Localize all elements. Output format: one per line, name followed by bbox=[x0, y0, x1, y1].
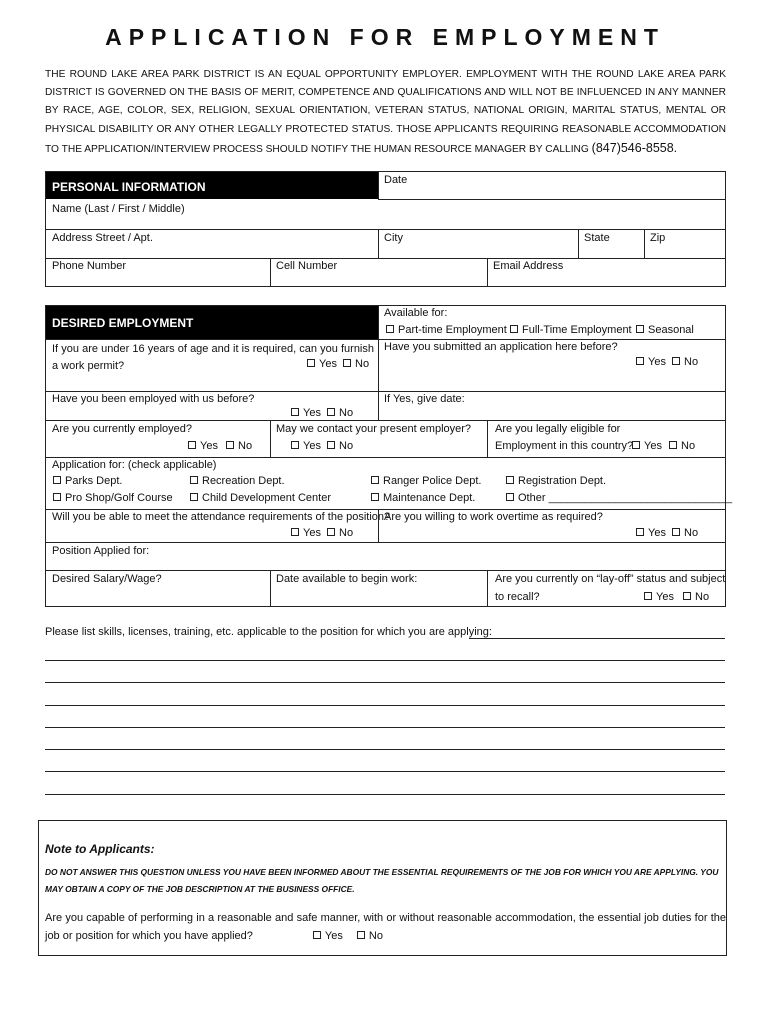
capability-yes[interactable]: Yes bbox=[313, 930, 343, 942]
overtime-question: Are you willing to work overtime as required? bbox=[384, 511, 603, 523]
legally-eligible-yes-checkbox[interactable] bbox=[632, 441, 640, 449]
contact-employer-yes-checkbox[interactable] bbox=[291, 441, 299, 449]
employed-before-yes-checkbox[interactable] bbox=[291, 408, 299, 416]
hr-phone-number: (847)546-8558. bbox=[591, 140, 678, 155]
work-permit-no-checkbox[interactable] bbox=[343, 359, 351, 367]
layoff-no-checkbox[interactable] bbox=[683, 592, 691, 600]
ranger-police-option[interactable]: Ranger Police Dept. bbox=[371, 475, 481, 487]
child-development-checkbox[interactable] bbox=[190, 493, 198, 501]
skills-line[interactable] bbox=[469, 638, 725, 639]
parks-dept-checkbox[interactable] bbox=[53, 476, 61, 484]
contact-employer-no-checkbox[interactable] bbox=[327, 441, 335, 449]
contact-employer-question: May we contact your present employer? bbox=[276, 423, 472, 435]
skills-line[interactable] bbox=[45, 749, 725, 750]
attendance-no-checkbox[interactable] bbox=[327, 528, 335, 536]
layoff-question-line1: Are you currently on “lay-off” status and subject bbox=[495, 573, 726, 585]
ranger-police-checkbox[interactable] bbox=[371, 476, 379, 484]
maintenance-dept-option[interactable]: Maintenance Dept. bbox=[371, 492, 475, 504]
currently-employed-no-checkbox[interactable] bbox=[226, 441, 234, 449]
attendance-no[interactable]: No bbox=[327, 527, 353, 539]
skills-line[interactable] bbox=[45, 794, 725, 795]
note-warning: DO NOT ANSWER THIS QUESTION UNLESS YOU HAVE BEEN INFORMED ABOUT THE ESSENTIAL REQUIREMENTS OF THE JOB FOR WHICH YOU ARE APPLYING. YOU MAY OBTAIN A COPY OF THE JOB DESCRIPTION AT THE BUSINESS OFFICE. bbox=[45, 867, 719, 894]
page-title: APPLICATION FOR EMPLOYMENT bbox=[105, 24, 665, 50]
seasonal-checkbox[interactable] bbox=[636, 325, 644, 333]
personal-information-header: PERSONAL INFORMATION bbox=[46, 172, 378, 199]
position-applied-field[interactable]: Position Applied for: bbox=[52, 545, 150, 557]
zip-field[interactable]: Zip bbox=[650, 232, 666, 244]
skills-line[interactable] bbox=[45, 771, 725, 772]
capability-no-checkbox[interactable] bbox=[357, 931, 365, 939]
available-for-label: Available for: bbox=[384, 307, 448, 319]
child-development-option[interactable]: Child Development Center bbox=[190, 492, 331, 504]
registration-dept-checkbox[interactable] bbox=[506, 476, 514, 484]
layoff-question-line2: to recall? bbox=[495, 591, 540, 603]
date-field[interactable]: Date bbox=[384, 174, 408, 186]
part-time-checkbox[interactable] bbox=[386, 325, 394, 333]
skills-line[interactable] bbox=[45, 682, 725, 683]
pro-shop-option[interactable]: Pro Shop/Golf Course bbox=[53, 492, 173, 504]
phone-number-field[interactable]: Phone Number bbox=[52, 260, 126, 272]
recreation-dept-checkbox[interactable] bbox=[190, 476, 198, 484]
attendance-question: Will you be able to meet the attendance requirements of the position? bbox=[52, 511, 391, 523]
desired-salary-field[interactable]: Desired Salary/Wage? bbox=[52, 573, 162, 585]
application-for-label: Application for: (check applicable) bbox=[52, 459, 217, 471]
contact-employer-no[interactable]: No bbox=[327, 440, 353, 452]
submitted-before-question: Have you submitted an application here before? bbox=[384, 341, 618, 353]
skills-line[interactable] bbox=[45, 705, 725, 706]
attendance-yes[interactable]: Yes bbox=[291, 527, 321, 539]
capability-no[interactable]: No bbox=[357, 930, 383, 942]
other-dept-option[interactable]: Other ______________________________ bbox=[506, 492, 732, 504]
part-time-option[interactable]: Part-time Employment bbox=[386, 324, 507, 336]
capability-question-text: Are you capable of performing in a reasonable and safe manner, with or without reasonable accommodation, the essential job duties for the job or position for which you have applied? bbox=[45, 912, 726, 942]
legally-eligible-no[interactable]: No bbox=[669, 440, 695, 452]
work-permit-yes[interactable]: Yes bbox=[307, 358, 337, 370]
overtime-yes[interactable]: Yes bbox=[636, 527, 666, 539]
city-field[interactable]: City bbox=[384, 232, 403, 244]
note-title: Note to Applicants: bbox=[45, 842, 155, 856]
submitted-before-yes-checkbox[interactable] bbox=[636, 357, 644, 365]
eeo-statement-text: THE ROUND LAKE AREA PARK DISTRICT IS AN EQUAL OPPORTUNITY EMPLOYER. EMPLOYMENT WITH THE ROUND LAKE AREA PARK DISTRICT IS GOVERNED ON THE BASIS OF MERIT, COMPETENCE AND QUALIFICATIONS AND WILL NOT BE INFLUENCED IN ANY MANNER BY RACE, AGE, COLOR, SEX, RELIGION, SEXUAL ORIENTATION, VETERAN STATUS, NATIONAL ORIGIN, MARITAL STATUS, MENTAL OR PHYSICAL DISABILITY OR ANY OTHER LEGALLY PROTECTED STATUS. THOSE APPLICANTS REQUIRING REASONABLE ACCOMMODATION TO THE APPLICATION/INTERVIEW PROCESS SHOULD NOTIFY THE HUMAN RESOURCE MANAGER BY CALLING bbox=[45, 69, 726, 155]
submitted-before-no[interactable]: No bbox=[672, 356, 698, 368]
legally-eligible-question-line2: Employment in this country? bbox=[495, 440, 634, 452]
layoff-yes-checkbox[interactable] bbox=[644, 592, 652, 600]
recreation-dept-option[interactable]: Recreation Dept. bbox=[190, 475, 285, 487]
employed-before-yes[interactable]: Yes bbox=[291, 407, 321, 419]
employed-before-no-checkbox[interactable] bbox=[327, 408, 335, 416]
attendance-yes-checkbox[interactable] bbox=[291, 528, 299, 536]
layoff-yes[interactable]: Yes bbox=[644, 591, 674, 603]
full-time-checkbox[interactable] bbox=[510, 325, 518, 333]
employed-before-no[interactable]: No bbox=[327, 407, 353, 419]
currently-employed-yes[interactable]: Yes bbox=[188, 440, 218, 452]
employed-before-date-field[interactable]: If Yes, give date: bbox=[384, 393, 465, 405]
other-dept-checkbox[interactable] bbox=[506, 493, 514, 501]
submitted-before-yes[interactable]: Yes bbox=[636, 356, 666, 368]
pro-shop-checkbox[interactable] bbox=[53, 493, 61, 501]
full-time-option[interactable]: Full-Time Employment bbox=[510, 324, 632, 336]
currently-employed-question: Are you currently employed? bbox=[52, 423, 193, 435]
state-field[interactable]: State bbox=[584, 232, 610, 244]
layoff-no[interactable]: No bbox=[683, 591, 709, 603]
seasonal-option[interactable]: Seasonal bbox=[636, 324, 694, 336]
overtime-no-checkbox[interactable] bbox=[672, 528, 680, 536]
overtime-no[interactable]: No bbox=[672, 527, 698, 539]
currently-employed-no[interactable]: No bbox=[226, 440, 252, 452]
parks-dept-option[interactable]: Parks Dept. bbox=[53, 475, 122, 487]
capability-question bbox=[45, 909, 726, 945]
date-available-field[interactable]: Date available to begin work: bbox=[276, 573, 418, 585]
email-address-field[interactable]: Email Address bbox=[493, 260, 564, 272]
submitted-before-no-checkbox[interactable] bbox=[672, 357, 680, 365]
work-permit-no[interactable]: No bbox=[343, 358, 369, 370]
legally-eligible-question-line1: Are you legally eligible for bbox=[495, 423, 621, 435]
work-permit-yes-checkbox[interactable] bbox=[307, 359, 315, 367]
employed-before-question: Have you been employed with us before? bbox=[52, 393, 255, 405]
legally-eligible-no-checkbox[interactable] bbox=[669, 441, 677, 449]
skills-line[interactable] bbox=[45, 660, 725, 661]
address-street-field[interactable]: Address Street / Apt. bbox=[52, 232, 153, 244]
maintenance-dept-checkbox[interactable] bbox=[371, 493, 379, 501]
name-field[interactable]: Name (Last / First / Middle) bbox=[52, 203, 185, 215]
currently-employed-yes-checkbox[interactable] bbox=[188, 441, 196, 449]
eeo-statement bbox=[45, 66, 726, 159]
work-permit-question: If you are under 16 years of age and it is required, can you furnish a work permit? bbox=[52, 343, 374, 372]
overtime-yes-checkbox[interactable] bbox=[636, 528, 644, 536]
legally-eligible-yes[interactable]: Yes bbox=[632, 440, 662, 452]
skills-line[interactable] bbox=[45, 727, 725, 728]
skills-prompt: Please list skills, licenses, training, etc. applicable to the position for which you are applying: bbox=[45, 626, 492, 638]
contact-employer-yes[interactable]: Yes bbox=[291, 440, 321, 452]
cell-number-field[interactable]: Cell Number bbox=[276, 260, 338, 272]
registration-dept-option[interactable]: Registration Dept. bbox=[506, 475, 606, 487]
desired-employment-header: DESIRED EMPLOYMENT bbox=[46, 306, 378, 339]
capability-yes-checkbox[interactable] bbox=[313, 931, 321, 939]
